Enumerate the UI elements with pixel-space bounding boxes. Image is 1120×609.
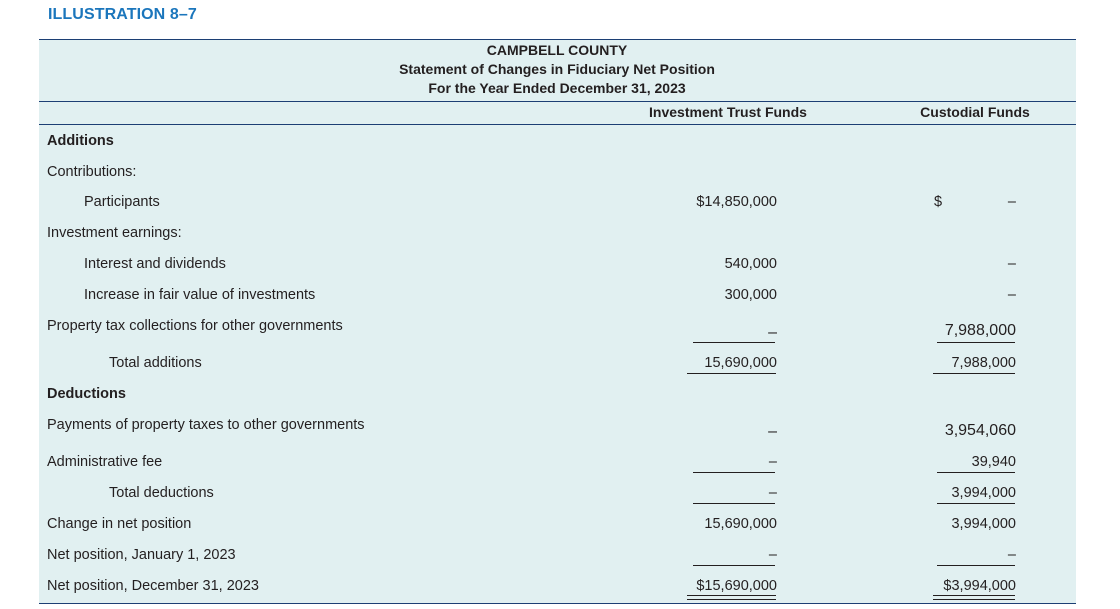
- row-contributions: [39, 162, 1076, 184]
- amount-investment-trust: $14,850,000: [696, 194, 777, 210]
- row-change-net-position: [39, 514, 1076, 536]
- currency-sign: $: [934, 194, 943, 210]
- row-payments-property-taxes: [39, 415, 1076, 437]
- illustration-label: ILLUSTRATION 8–7: [48, 6, 197, 23]
- amount-custodial: –: [1007, 547, 1016, 563]
- row-label: Interest and dividends: [84, 256, 226, 272]
- row-interest-dividends: [39, 254, 1076, 276]
- amount-investment-trust: 15,690,000: [704, 355, 777, 371]
- row-label: Contributions:: [47, 164, 137, 180]
- row-increase-fair-value: [39, 285, 1076, 307]
- statement-period: For the Year Ended December 31, 2023: [428, 80, 686, 96]
- row-label: Participants: [84, 194, 160, 210]
- amount-custodial: 39,940: [971, 454, 1016, 470]
- row-label: Investment earnings:: [47, 225, 182, 241]
- row-net-position-beginning: [39, 545, 1076, 567]
- amount-custodial: –: [1007, 194, 1016, 210]
- row-total-additions: [39, 353, 1076, 375]
- row-label: Change in net position: [47, 516, 192, 532]
- row-net-position-ending: [39, 576, 1076, 598]
- total-rule-col2: [933, 373, 1015, 374]
- column-header-top-rule: [39, 101, 1076, 102]
- row-label: Administrative fee: [47, 454, 163, 470]
- subtotal-rule-col1: [693, 342, 775, 343]
- total-rule-col2-deductions: [937, 503, 1015, 504]
- amount-investment-trust-property-tax-collections: –: [768, 324, 777, 341]
- grand-total-double-rule-col1: [687, 595, 776, 600]
- section-additions: [39, 131, 1076, 153]
- amount-investment-trust: 540,000: [724, 256, 777, 272]
- section-label: Deductions: [47, 386, 126, 402]
- total-rule-col1-deductions: [693, 503, 775, 504]
- total-rule-col1: [687, 373, 776, 374]
- entity-name: CAMPBELL COUNTY: [486, 42, 628, 58]
- row-label: Property tax collections for other governments: [47, 318, 343, 334]
- subtotal-rule-col2-fee: [937, 472, 1015, 473]
- amount-custodial: $3,994,000: [943, 578, 1016, 594]
- amount-investment-trust: 300,000: [724, 287, 777, 303]
- row-investment-earnings: [39, 223, 1076, 245]
- amount-investment-trust: $15,690,000: [696, 578, 777, 594]
- row-total-deductions: [39, 483, 1076, 505]
- financial-statement-panel: [39, 39, 1076, 604]
- amount-custodial-payments: 3,954,060: [944, 422, 1016, 439]
- grand-total-double-rule-col2: [933, 595, 1015, 600]
- amount-investment-trust: 15,690,000: [704, 516, 777, 532]
- row-administrative-fee: [39, 452, 1076, 474]
- row-participants: [39, 192, 1076, 214]
- row-label: Increase in fair value of investments: [84, 287, 316, 303]
- statement-heading: [382, 41, 732, 98]
- row-label: Net position, December 31, 2023: [47, 578, 259, 594]
- section-label: Additions: [47, 133, 114, 149]
- amount-investment-trust: –: [768, 485, 777, 501]
- amount-custodial: 3,994,000: [951, 516, 1016, 532]
- subtotal-rule-col2: [937, 342, 1015, 343]
- amount-custodial: –: [1007, 256, 1016, 272]
- column-header-investment-trust: Investment Trust Funds: [649, 104, 807, 120]
- column-header-custodial: Custodial Funds: [920, 104, 1030, 120]
- amount-investment-trust: –: [768, 454, 777, 470]
- row-label: Total additions: [109, 355, 202, 371]
- column-header-bottom-rule: [39, 124, 1076, 125]
- amount-custodial: 7,988,000: [951, 355, 1016, 371]
- row-label: Total deductions: [109, 485, 214, 501]
- subtotal-rule-col1-net: [693, 565, 775, 566]
- subtotal-rule-col2-net: [937, 565, 1015, 566]
- row-label: Net position, January 1, 2023: [47, 547, 236, 563]
- statement-title: Statement of Changes in Fiduciary Net Position: [399, 61, 715, 77]
- amount-investment-trust-payments: –: [768, 423, 777, 440]
- amount-custodial-property-tax-collections: 7,988,000: [944, 322, 1016, 339]
- row-property-tax-collections: [39, 316, 1076, 338]
- section-deductions: [39, 384, 1076, 406]
- subtotal-rule-col1-fee: [693, 472, 775, 473]
- row-label: Payments of property taxes to other governments: [47, 417, 365, 433]
- amount-investment-trust: –: [768, 547, 777, 563]
- amount-custodial: 3,994,000: [951, 485, 1016, 501]
- amount-custodial: –: [1007, 287, 1016, 303]
